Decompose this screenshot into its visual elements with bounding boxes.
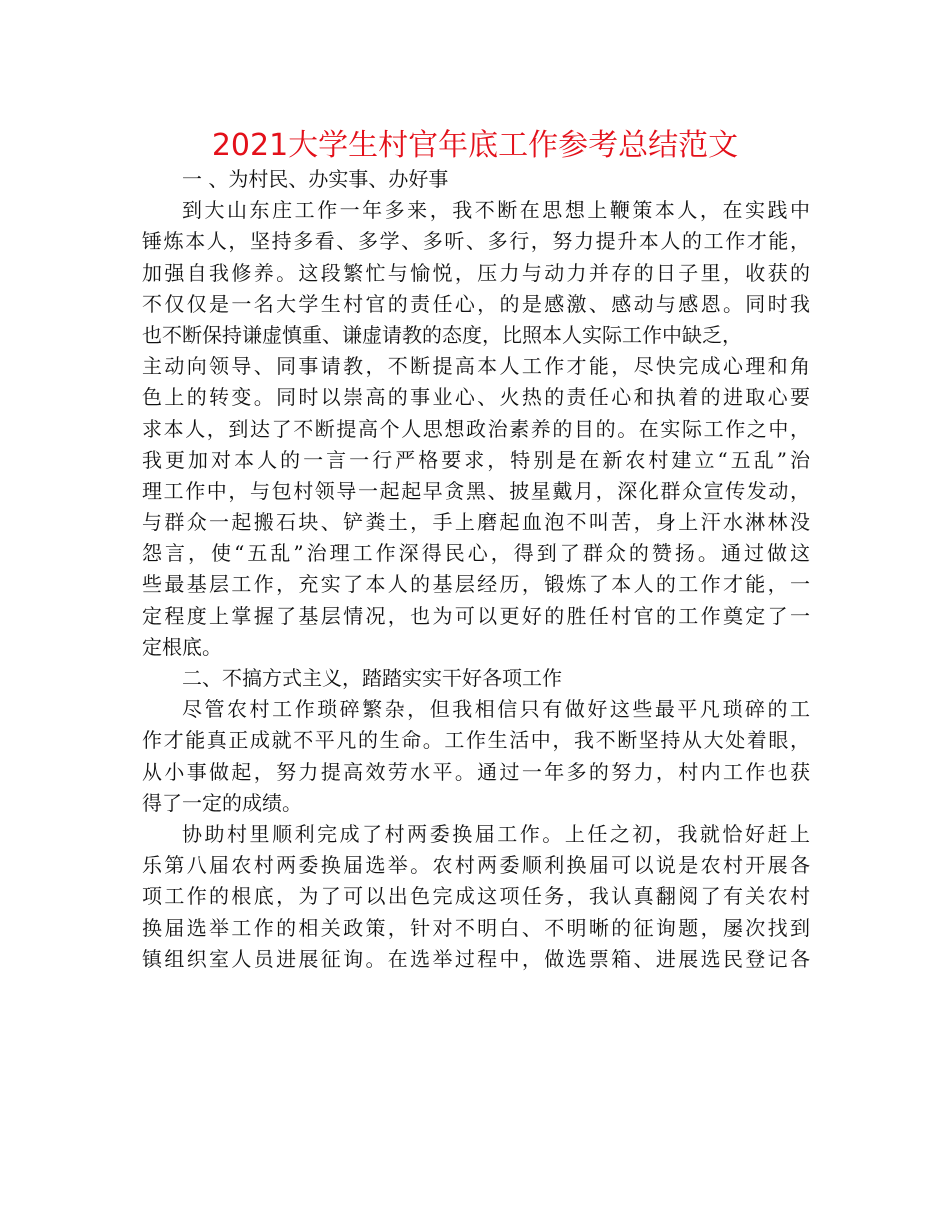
text-line: 不仅仅是一名大学生村官的责任心，的是感激、感动与感恩。同时我	[142, 291, 810, 316]
text-line: 求本人，到达了不断提高个人思想政治素养的目的。在实际工作之中，	[142, 416, 810, 441]
document-body	[142, 164, 810, 975]
text-line: 加强自我修养。这段繁忙与愉悦，压力与动力并存的日子里，收获的	[142, 260, 810, 285]
section-heading: 一 、为村民、办实事、办好事	[182, 167, 449, 191]
text-line: 与群众一起搬石块、铲粪土，手上磨起血泡不叫苦，身上汗水淋林没	[142, 510, 810, 535]
text-line: 作才能真正成就不平凡的生命。工作生活中，我不断坚持从大处着眼，	[142, 728, 810, 753]
text-line: 乐第八届农村两委换届选举。农村两委顺利换届可以说是农村开展各	[142, 853, 810, 878]
text-line: 换届选举工作的相关政策，针对不明白、不明晰的征询题，屡次找到	[142, 915, 810, 940]
text-line: 项工作的根底，为了可以出色完成这项任务，我认真翻阅了有关农村	[142, 884, 810, 909]
section-heading: 二、不搞方式主义，踏踏实实干好各项工作	[182, 666, 562, 690]
document-title: 2021大学生村官年底工作参考总结范文	[211, 128, 739, 163]
text-line: 理工作中，与包村领导一起起早贪黑、披星戴月，深化群众宣传发动，	[142, 478, 810, 503]
text-line: 尽管农村工作琐碎繁杂，但我相信只有做好这些最平凡琐碎的工	[182, 697, 810, 722]
text-line: 锤炼本人，坚持多看、多学、多听、多行，努力提升本人的工作才能，	[142, 229, 810, 254]
text-line: 从小事做起，努力提高效劳水平。通过一年多的努力，村内工作也获	[142, 759, 810, 784]
text-line: 定程度上掌握了基层情况，也为可以更好的胜任村官的工作奠定了一	[142, 603, 810, 628]
text-line: 协助村里顺利完成了村两委换届工作。上任之初，我就恰好赶上	[182, 821, 810, 846]
text-line: 我更加对本人的一言一行严格要求，特别是在新农村建立“五乱”治	[142, 447, 810, 472]
text-line: 得了一定的成绩。	[142, 790, 302, 815]
text-line: 些最基层工作，充实了本人的基层经历，锻炼了本人的工作才能，一	[142, 572, 810, 597]
text-line: 到大山东庄工作一年多来，我不断在思想上鞭策本人，在实践中	[182, 198, 810, 223]
text-line: 怨言，使“五乱”治理工作深得民心，得到了群众的赞扬。通过做这	[142, 541, 810, 566]
text-line: 定根底。	[142, 634, 222, 659]
text-line: 色上的转变。同时以崇高的事业心、火热的责任心和执着的进取心要	[142, 385, 810, 410]
text-line: 也不断保持谦虚慎重、谦虚请教的态度，比照本人实际工作中缺乏，	[142, 322, 742, 347]
text-line: 镇组织室人员进展征询。在选举过程中，做选票箱、进展选民登记各	[142, 946, 810, 971]
text-line: 主动向领导、同事请教，不断提高本人工作才能，尽快完成心理和角	[142, 354, 810, 379]
